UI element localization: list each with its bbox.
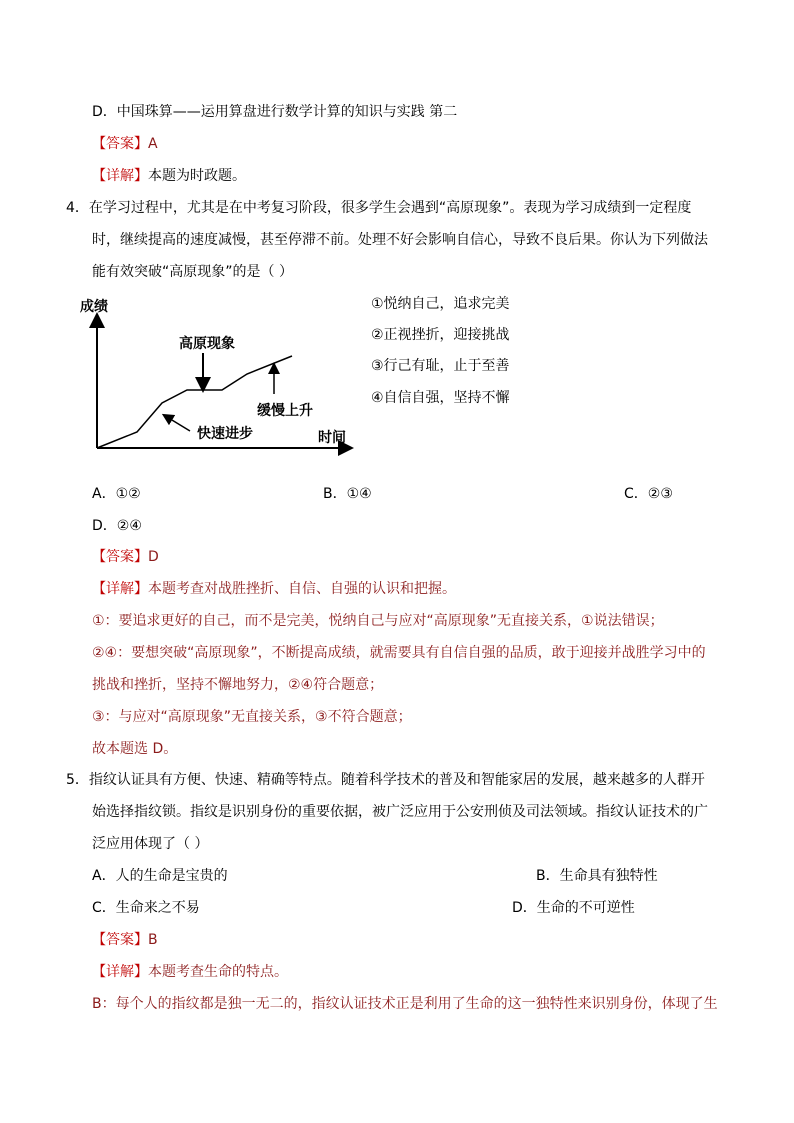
q5-answer-line [92, 930, 158, 950]
q4-analysis-1: ①：要追求更好的自己，而不是完美，悦纳自己与应对“高原现象”无直接关系，①说法错误； [92, 613, 664, 629]
q5-stem-line-3: 泛应用体现了（ ） [92, 836, 209, 852]
detail-text: 本题考查生命的特点。 [148, 964, 288, 980]
answer-value: D [148, 549, 159, 565]
plateau-chart [70, 290, 360, 460]
plateau-label: 高原现象 [179, 336, 235, 352]
answer-tag: 【答案】 [92, 136, 148, 152]
detail-text: 本题考查对战胜挫折、自信、自强的认识和把握。 [148, 581, 456, 597]
q4-analysis-2: ②④：要想突破“高原现象”，不断提高成绩，就需要具有自信自强的品质，敢于迎接并战胜学习中的 [92, 645, 706, 661]
q3-answer-line [92, 134, 158, 154]
answer-tag: 【答案】 [92, 932, 148, 948]
q4-option-c: C．②③ [624, 486, 673, 502]
statement-1: ①悦纳自己，追求完美 [371, 296, 510, 312]
q5-option-a: A．人的生命是宝贵的 [92, 868, 228, 884]
statement-2: ②正视挫折，迎接挑战 [371, 327, 510, 343]
q3-option-d: D．中国珠算——运用算盘进行数学计算的知识与实践 第二 [92, 104, 458, 120]
fast-progress-arrow [167, 417, 190, 431]
detail-tag: 【详解】 [92, 581, 148, 597]
q4-option-d: D．②④ [92, 518, 142, 534]
fast-progress-label: 快速进步 [197, 426, 253, 442]
detail-text: 本题为时政题。 [148, 168, 246, 184]
q4-detail-line [92, 579, 456, 599]
statement-4: ④自信自强，坚持不懈 [371, 390, 510, 406]
q5-option-b: B．生命具有独特性 [536, 868, 658, 884]
q4-stem-line-1: 4．在学习过程中，尤其是在中考复习阶段，很多学生会遇到“高原现象”。表现为学习成绩到一定程度 [66, 200, 692, 216]
q5-option-c: C．生命来之不易 [92, 900, 200, 916]
q5-stem-line-1: 5．指纹认证具有方便、快速、精确等特点。随着科学技术的普及和智能家居的发展，越来越多的人群开 [66, 772, 705, 788]
answer-value: B [148, 932, 158, 948]
q5-detail-line [92, 962, 288, 982]
q5-option-d: D．生命的不可逆性 [512, 900, 635, 916]
y-axis-label: 成绩 [80, 299, 108, 315]
q4-answer-line [92, 547, 159, 567]
x-axis-label: 时间 [318, 430, 346, 446]
q4-stem-line-3: 能有效突破“高原现象”的是（ ） [92, 264, 293, 280]
q4-stem-line-2: 时，继续提高的速度减慢，甚至停滞不前。处理不好会影响自信心，导致不良后果。你认为下列做法 [92, 232, 708, 248]
slow-rise-label: 缓慢上升 [257, 403, 313, 419]
statement-3: ③行己有耻，止于至善 [371, 358, 510, 374]
q3-detail-line [92, 166, 246, 186]
answer-value: A [148, 136, 158, 152]
q4-conclusion: 故本题选 D。 [92, 741, 178, 757]
q5-analysis: B：每个人的指纹都是独一无二的，指纹认证技术正是利用了生命的这一独特性来识别身份，体现了生 [92, 996, 718, 1012]
q4-analysis-4: ③：与应对“高原现象”无直接关系，③不符合题意； [92, 709, 412, 725]
detail-tag: 【详解】 [92, 168, 148, 184]
q4-option-b: B．①④ [323, 486, 372, 502]
detail-tag: 【详解】 [92, 964, 148, 980]
q4-option-a: A．①② [92, 486, 141, 502]
answer-tag: 【答案】 [92, 549, 148, 565]
q5-stem-line-2: 始选择指纹锁。指纹是识别身份的重要依据，被广泛应用于公安刑侦及司法领域。指纹认证技术的广 [92, 804, 708, 820]
q4-analysis-3: 挑战和挫折，坚持不懈地努力，②④符合题意； [92, 677, 384, 693]
score-curve [97, 356, 292, 448]
